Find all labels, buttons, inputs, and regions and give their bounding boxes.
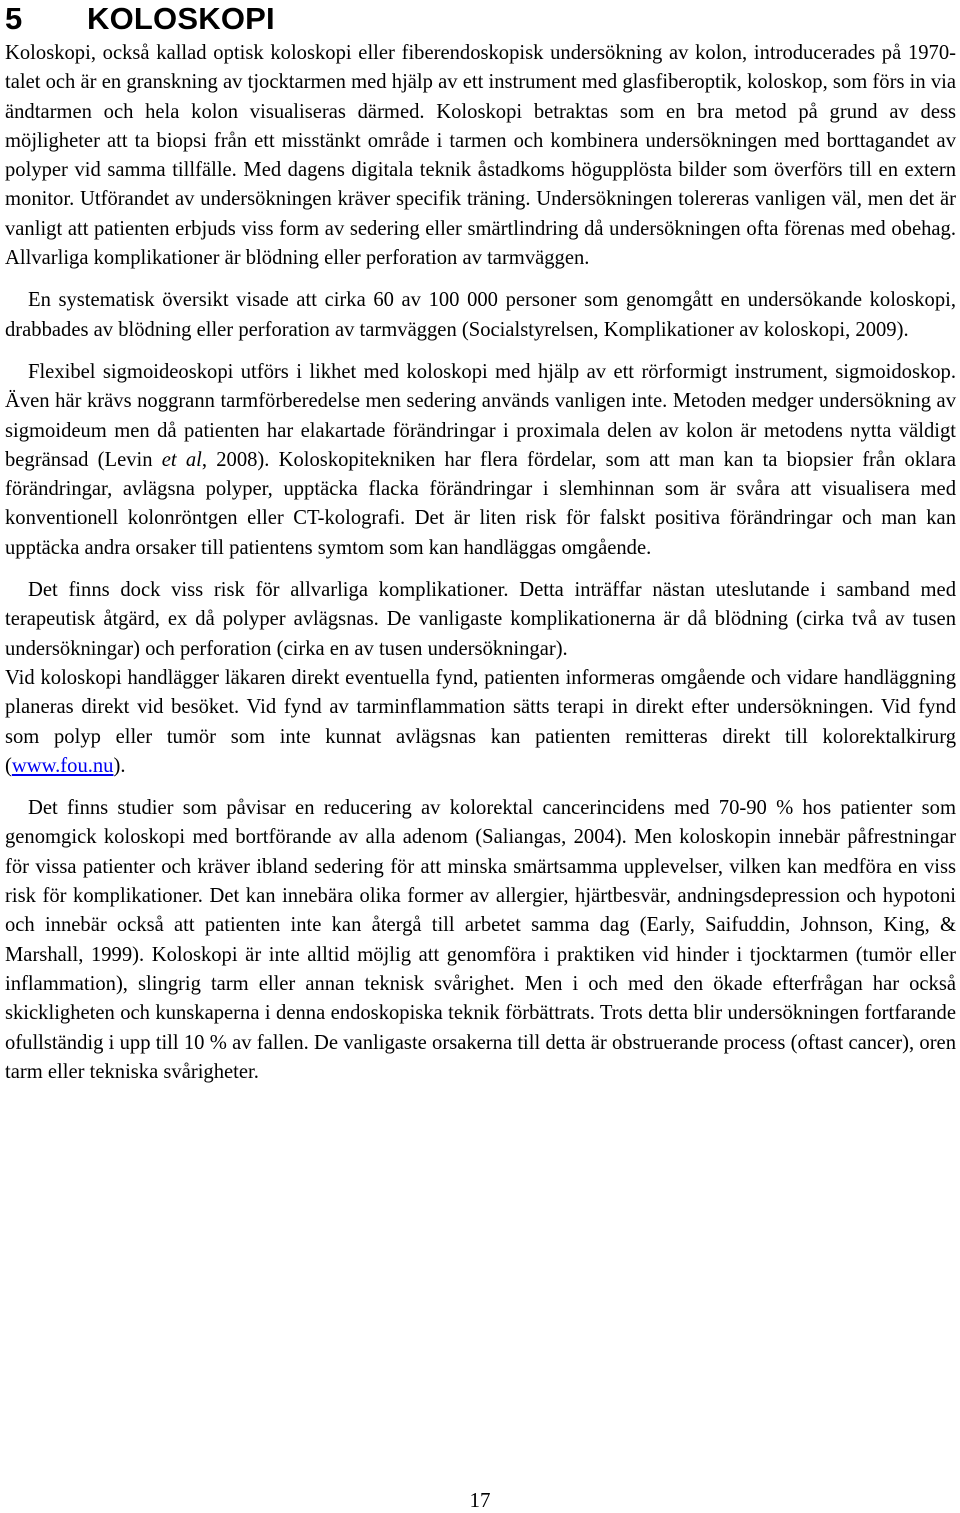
paragraph-handling-text-b: ). (113, 754, 126, 777)
chapter-number: 5 (5, 1, 23, 36)
paragraph-sigmoidoscopy-text-a: Flexibel sigmoideoskopi utförs i likhet med koloskopi med hjälp av ett rörformigt instrument, sigmoidoskop. Även här krävs noggrann tarmförberedelse men sedering används vanligen inte. Metoden medger undersökning av sigmoideum men då patienten har elakartade förändringar i proximala delen av kolon är metodens nytta väldigt begränsad (Levin (5, 360, 956, 471)
paragraph-handling-text-a: Vid koloskopi handlägger läkaren direkt eventuella fynd, patienten informeras omgående och vidare handläggning planeras direkt vid besöket. Vid fynd av tarminflammation sätts terapi in direkt efter undersökningen. Vid fynd som polyp eller tumör som inte kunnat avlägsnas kan patienten remitteras direkt till kolorektalkirurg ( (5, 666, 956, 777)
chapter-heading (5, 0, 956, 39)
page-number: 17 (469, 1488, 491, 1512)
paragraph-intro: Koloskopi, också kallad optisk koloskopi eller fiberendoskopisk undersökning av kolon, introducerades på 1970-talet och är en granskning av tjocktarmen med hjälp av ett instrument med glasfiberoptik, koloskop, som förs in via ändtarmen och hela kolon visualiseras därmed. Koloskopi betraktas som en bra metod på grund av dess möjligheter att ta biopsi från ett misstänkt område i tarmen och kombinera undersökningen med borttagandet av polyper vid samma tillfälle. Med dagens digitala teknik åstadkoms högupplösta bilder som överförs till en extern monitor. Utförandet av undersökningen kräver specifik träning. Undersökningen tolereras vanligen väl, men det är vanligt att patienten erbjuds viss form av sedering eller smärtlindring då undersökningen ofta förenas med obehag. Allvarliga komplikationer är blödning eller perforation av tarmväggen. (5, 42, 956, 270)
paragraph-studies: Det finns studier som påvisar en reducering av kolorektal cancerincidens med 70-90 % hos patienter som genomgick koloskopi med bortförande av alla adenom (Saliangas, 2004). Men koloskopin innebär påfrestningar för vissa patienter och kräver ibland sedering för att minska smärtsamma upplevelser, vilken kan medföra en viss risk för komplikationer. Det kan innebära olika former av allergier, hjärtbesvär, andningsdepression och hypotoni och innebär också att patienten inte kan återgå till arbetet samma dag (Early, Saifuddin, Johnson, King, & Marshall, 1999). Koloskopi är inte alltid möjlig att genomföra i praktiken vid hinder i tjocktarmen (tumör eller inflammation), slingrig tarm eller annan teknisk svårighet. Men i och med den ökade efterfrågan har också skickligheten och kunskaperna i denna endoskopiska teknik förbättrats. Trots detta blir undersökningen fortfarande ofullständig i upp till 10 % av fallen. De vanligaste orsakerna till detta är obstruerande process (oftast cancer), oren tarm eller tekniska svårigheter. (5, 797, 956, 1083)
paragraph-systematic-review: En systematisk översikt visade att cirka 60 av 100 000 personer som genomgått en undersökande koloskopi, drabbades av blödning eller perforation av tarmväggen (Socialstyrelsen, Komplikationer av koloskopi, 2009). (5, 289, 956, 341)
citation-et-al: et al (161, 448, 202, 471)
paragraph-complications: Det finns dock viss risk för allvarliga komplikationer. Detta inträffar nästan uteslutande i samband med terapeutisk åtgärd, ex då polyper avlägsnas. De vanligaste komplikationerna är då blödning (cirka två av tusen undersökningar) och perforation (cirka en av tusen undersökningar). (5, 579, 956, 660)
document-page (5, 0, 956, 1087)
fou-link[interactable]: www.fou.nu (11, 754, 114, 777)
paragraph-sigmoidoscopy (5, 358, 956, 563)
chapter-title: KOLOSKOPI (87, 1, 275, 36)
paragraph-sigmoidoscopy-text-b: , 2008). Koloskopitekniken har flera fördelar, som att man kan ta biopsier från oklara förändringar, avlägsna polyper, upptäcka flacka förändringar i slemhinnan som är svåra att visualisera med konventionell kolonröntgen eller CT-kolografi. Det är liten risk för falskt positiva förändringar och man kan upptäcka andra orsaker till patientens symtom som kan handläggas omgående. (5, 448, 956, 559)
paragraph-handling (5, 664, 956, 781)
